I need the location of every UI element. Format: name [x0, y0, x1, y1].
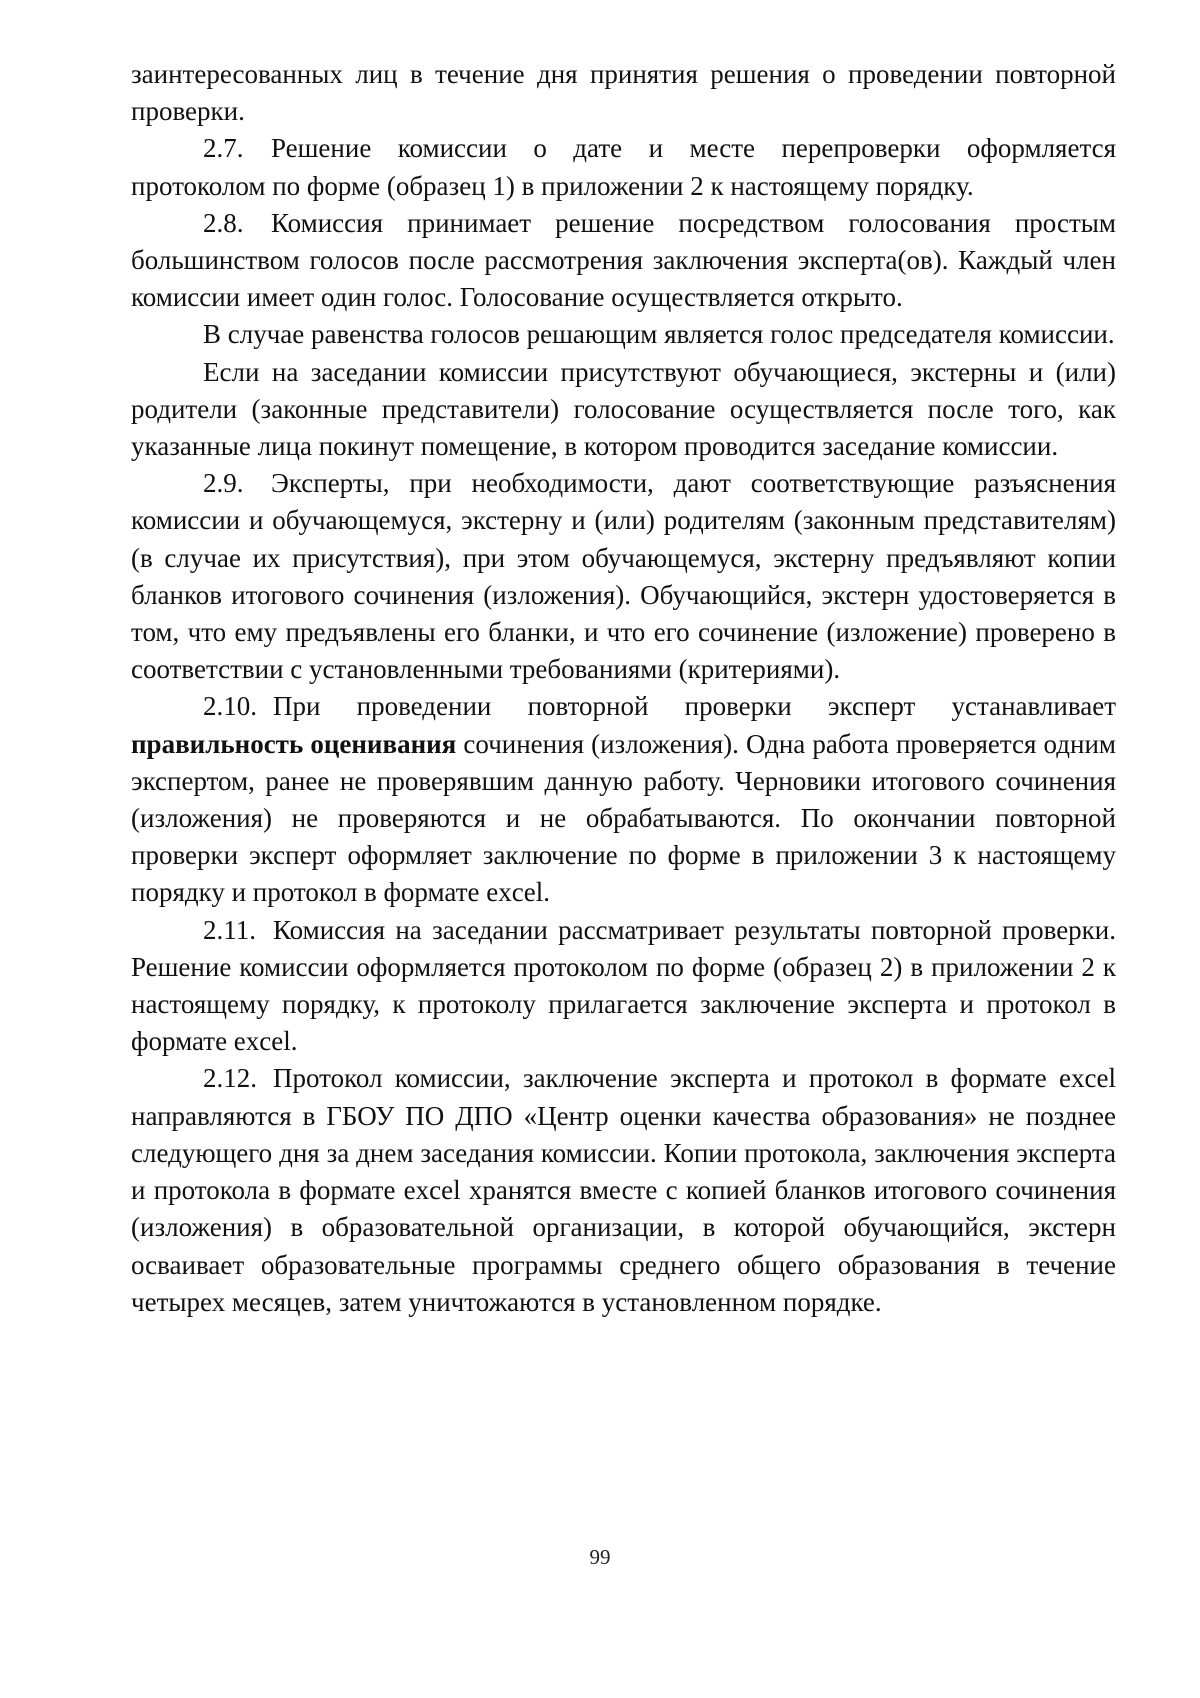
paragraph-2-8 [131, 205, 1116, 317]
paragraph-number: 2.11. [203, 914, 256, 945]
paragraph-2-10 [131, 688, 1116, 911]
paragraph-text: Если на заседании комиссии присутствуют обучающиеся, экстерны и (или) родители (законные представители) голосование осуществляется после того, как указанные лица покинут помещение, в котором проводится заседание комиссии. [131, 356, 1116, 462]
paragraph-number: 2.12. [203, 1063, 257, 1094]
paragraph-lead-text: При проведении повторной проверки эксперт устанавливает [273, 691, 1116, 722]
paragraph-text: Комиссия на заседании рассматривает результаты повторной проверки. Решение комиссии оформляется протоколом по форме (образец 2) в приложении 2 к настоящему порядку, к протоколу прилагается заключение эксперта и протокол в формате excel. [131, 914, 1116, 1057]
paragraph-text: Протокол комиссии, заключение эксперта и протокол в формате excel направляются в ГБОУ ПО ДПО «Центр оценки качества образования» не позднее следующего дня за днем заседания комиссии. Копии протокола, заключения эксперта и протокола в формате excel хранятся вместе с копией бланков итогового сочинения (изложения) в образовательной организации, в которой обучающийся, экстерн осваивает образовательные программы среднего общего образования в течение четырех месяцев, затем уничтожаются в установленном порядке. [131, 1063, 1116, 1317]
paragraph-text: В случае равенства голосов решающим является голос председателя комиссии. [203, 319, 1115, 350]
paragraph-text: сочинения (изложения). Одна работа проверяется одним экспертом, ранее не проверявшим данную работу. Черновики итогового сочинения (изложения) не проверяются и не обрабатываются. По окончании повторной проверки эксперт оформляет заключение по форме в приложении 3 к настоящему порядку и протокол в формате excel. [131, 728, 1116, 908]
paragraph-2-9 [131, 465, 1116, 688]
paragraph-number: 2.8. [203, 207, 244, 238]
paragraph-2-7 [131, 130, 1116, 204]
paragraph-tie-vote [131, 316, 1116, 353]
paragraph-text: заинтересованных лиц в течение дня принятия решения о проведении повторной проверки. [131, 59, 1116, 127]
page-number: 99 [589, 1545, 611, 1569]
paragraph-presence [131, 354, 1116, 466]
paragraph-2-12 [131, 1060, 1116, 1320]
paragraph-text: Решение комиссии о дате и месте перепроверки оформляется протоколом по форме (образец 1) в приложении 2 к настоящему порядку. [131, 133, 1116, 201]
paragraph-text: Комиссия принимает решение посредством голосования простым большинством голосов после рассмотрения заключения эксперта(ов). Каждый член комиссии имеет один голос. Голосование осуществляется открыто. [131, 207, 1116, 313]
paragraph-bold-phrase: правильность оценивания [131, 728, 457, 759]
paragraph-text: Эксперты, при необходимости, дают соответствующие разъяснения комиссии и обучающемуся, экстерну и (или) родителям (законным представителям) (в случае их присутствия), при этом обучающемуся, экстерну предъявляют копии бланков итогового сочинения (изложения). Обучающийся, экстерн удостоверяется в том, что ему предъявлены его бланки, и что его сочинение (изложение) проверено в соответствии с установленными требованиями (критериями). [131, 468, 1116, 685]
paragraph-number: 2.7. [203, 133, 244, 164]
document-body [131, 56, 1116, 1321]
paragraph-number: 2.10. [203, 691, 257, 722]
paragraph-continuation [131, 56, 1116, 130]
paragraph-2-11 [131, 912, 1116, 1061]
paragraph-number: 2.9. [203, 468, 244, 499]
